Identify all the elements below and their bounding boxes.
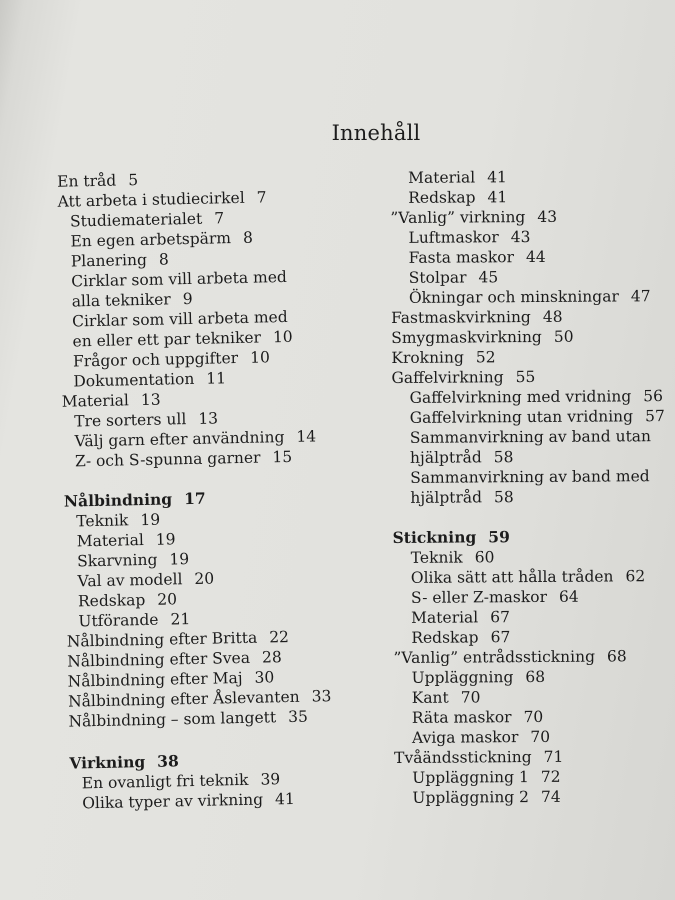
toc-entry-title: Fasta maskor [408,248,515,267]
toc-entry-title: Fastmaskvirkning [390,308,531,327]
toc-entry-page-number: 41 [487,168,507,187]
toc-entry-title: Kant [411,688,449,707]
toc-entry [62,390,161,412]
toc-entry [411,667,545,688]
toc-entry [411,566,646,588]
toc-entry-title: Gaffelvirkning [391,368,504,387]
toc-entry-page-number: 55 [515,367,536,387]
toc-entry-title: Välj garn efter användning [74,428,285,451]
toc-entry-title: Nålbindning efter Svea [67,648,251,671]
toc-entry-page-number: 70 [530,727,551,747]
toc-entry-page-number: 60 [474,548,495,567]
toc-entry-title: hjälptråd [410,488,483,507]
toc-entry-page-number: 58 [493,488,514,507]
toc-entry-title: Stolpar [408,268,467,287]
toc-entry [76,510,160,532]
toc-entry [391,347,495,368]
toc-entry-title: Att arbeta i studiecirkel [57,188,245,211]
page-title: Innehåll [331,121,421,145]
toc-entry-title: Nålbindning [63,489,173,511]
toc-entry [78,589,177,611]
toc-entry-page-number: 20 [194,569,215,588]
toc-entry-title: Stickning [392,527,477,547]
toc-entry-page-number: 68 [525,667,546,687]
toc-entry-title: Ökningar och minskningar [408,287,619,307]
toc-entry-page-number: 70 [523,707,544,727]
toc-entry-page-number: 71 [543,747,564,766]
toc-entry [77,549,189,571]
toc-entry-page-number: 5 [128,171,139,190]
toc-entry-title: ”Vanlig” entrådsstickning [393,647,596,667]
toc-entry-title: Aviga maskor [411,728,519,747]
toc-entry-title: Tre sorters ull [74,410,187,431]
toc-entry [394,747,563,768]
toc-entry-title: Utförande [78,610,159,631]
toc-entry-title: Redskap [77,590,146,611]
toc-entry [71,267,287,292]
toc-entry-title: alla tekniker [71,290,171,311]
toc-entry [78,609,190,631]
toc-entry [411,547,495,568]
toc-entry [408,167,507,188]
toc-entry [412,707,544,728]
toc-entry-title: Smygmaskvirkning [391,327,542,347]
toc-entry [77,569,214,592]
toc-entry-page-number: 19 [155,530,176,549]
toc-entry [391,307,563,328]
toc-entry-title: Nålbindning efter Britta [66,628,258,651]
toc-entry-title: Frågor och uppgifter [72,348,239,371]
toc-entry [410,447,514,468]
toc-entry-page-number: 41 [487,188,508,207]
toc-entry-page-number: 38 [156,751,179,771]
toc-entry [408,187,507,208]
toc-entry-page-number: 35 [287,707,309,727]
toc-entry-title: Uppläggning 2 [412,788,530,807]
toc-entry-title: Olika typer av virkning [82,790,264,813]
toc-entry-page-number: 62 [625,567,646,586]
toc-entry-page-number: 59 [488,527,510,547]
toc-entry [393,646,626,668]
toc-entry [410,487,514,508]
toc-entry [408,227,530,248]
toc-entry [391,367,535,388]
toc-entry-page-number: 58 [493,448,514,467]
toc-entry-page-number: 67 [490,628,511,647]
toc-entry-title: Tvåändsstickning [394,748,532,767]
toc-entry [412,687,481,707]
toc-entry-title: Gaffelvirkning utan vridning [409,407,634,427]
toc-entry-title: Luftmaskor [408,228,499,247]
toc-entry-page-number: 44 [525,247,546,267]
toc-entry [73,347,270,371]
toc-entry-page-number: 74 [540,787,561,806]
toc-entry [410,386,664,408]
toc-entry-title: En ovanligt fri teknik [81,770,249,793]
toc-entry-page-number: 43 [510,228,531,247]
toc-entry [82,789,295,813]
toc-entry-page-number: 8 [242,228,254,247]
toc-entry-title: Skarvning [76,550,158,571]
toc-entry-page-number: 68 [606,647,627,666]
toc-entry [412,727,550,748]
toc-entry-page-number: 15 [272,447,293,467]
toc-entry-page-number: 8 [158,250,169,269]
toc-entry [57,170,138,192]
toc-entry-page-number: 22 [269,627,290,647]
toc-entry-title: Val av modell [77,570,183,591]
toc-entry-page-number: 56 [643,387,664,406]
toc-entry-title: Material [76,531,145,551]
toc-entry-title: Virkning [69,752,146,773]
toc-entry-page-number: 13 [140,390,161,410]
toc-entry-page-number: 7 [256,188,267,207]
toc-entry-page-number: 14 [296,427,317,446]
toc-entry [410,466,650,488]
toc-entry-title: Teknik [76,511,129,531]
toc-entry-title: En egen arbetspärm [70,229,232,251]
toc-entry-page-number: 52 [475,348,496,367]
toc-entry-title: S- eller Z-maskor [410,587,548,607]
toc-entry-page-number: 50 [553,327,574,346]
toc-entry-page-number: 20 [157,590,178,609]
toc-entry [57,187,266,211]
toc-entry-page-number: 10 [272,327,293,347]
toc-entry-page-number: 48 [542,307,563,326]
toc-entry-title: Material [411,608,479,627]
toc-entry-page-number: 30 [254,668,275,687]
toc-entry [409,267,499,288]
toc-entry [410,426,651,448]
toc-entry-page-number: 7 [214,209,225,228]
toc-entry-title: Räta maskor [411,708,512,727]
toc-entry-title: Uppläggning 1 [412,768,529,787]
toc-entry-title: Nålbindning efter Maj [67,668,243,691]
toc-entry-title: Planering [70,250,148,271]
toc-entry-page-number: 19 [169,550,190,569]
toc-entry-title: hjälptråd [409,448,482,467]
toc-entry [72,289,193,312]
toc-entry-page-number: 64 [558,587,579,606]
toc-entry-title: Cirklar som vill arbeta med [71,267,288,291]
toc-entry-page-number: 41 [274,789,295,809]
toc-entry-title: Krokning [391,348,464,367]
toc-entry-page-number: 21 [170,610,191,629]
toc-entry-page-number: 28 [261,648,282,667]
toc-entry-title: Teknik [410,548,463,567]
toc-entry-page-number: 70 [460,688,481,707]
toc-entry-page-number: 33 [311,687,332,706]
toc-entry [69,751,179,773]
toc-entry-title: Uppläggning [411,668,514,687]
toc-entry-title: en eller ett par tekniker [72,328,262,351]
toc-entry [68,707,308,732]
toc-entry-page-number: 47 [630,287,651,306]
toc-entry [70,228,253,252]
toc-entry [77,529,176,551]
toc-entry-title: Sammanvirkning av band utan [409,427,652,447]
toc-entry-page-number: 9 [182,289,193,309]
toc-entry-title: Z- och S-spunna garner [74,448,261,471]
toc-entry-title: Dokumentation [73,369,195,391]
toc-entry-title: Redskap [411,628,479,647]
toc-entry [73,368,226,391]
toc-entry-page-number: 72 [540,767,561,786]
toc-entry [390,207,557,228]
toc-entry-title: Sammanvirkning av band med [410,467,650,487]
toc-entry [391,327,574,348]
toc-entry [412,787,560,808]
toc-entry-page-number: 10 [249,348,271,367]
toc-entry [409,286,651,308]
toc-entry-title: Redskap [408,188,476,207]
toc-entry-page-number: 45 [478,268,499,287]
toc-entry-title: Olika sätt att hålla tråden [410,567,614,587]
toc-entry-page-number: 11 [206,369,227,388]
toc-entry-page-number: 67 [490,608,511,627]
toc-entry-title: Nålbindning – som langett [68,708,277,731]
toc-entry-title: Gaffelvirkning med vridning [409,387,632,407]
toc-entry [412,767,560,788]
toc-entry-title: En tråd [57,171,117,191]
toc-entry-page-number: 57 [644,407,665,426]
toc-entry [411,627,510,648]
toc-entry-page-number: 13 [198,409,219,428]
toc-entry [411,607,510,628]
toc-entry-title: ”Vanlig” virkning [390,208,526,227]
toc-entry [71,249,169,271]
toc-entry-page-number: 39 [260,770,281,789]
toc-entry [64,489,206,512]
toc-entry-title: Cirklar som vill arbeta med [71,307,288,331]
toc-entry [411,587,579,608]
toc-entry-title: Material [61,391,130,411]
toc-entry [409,247,546,268]
toc-entry-title: Nålbindning efter Åslevanten [67,687,300,711]
toc-entry [393,527,510,548]
toc-entry [75,447,293,472]
toc-entry-page-number: 19 [140,510,161,530]
toc-entry-title: Material [408,168,476,187]
toc-entry [410,406,665,428]
toc-entry-page-number: 17 [183,488,206,509]
toc-entry-title: Studiematerialet [69,209,203,231]
toc-entry-page-number: 43 [537,207,558,226]
